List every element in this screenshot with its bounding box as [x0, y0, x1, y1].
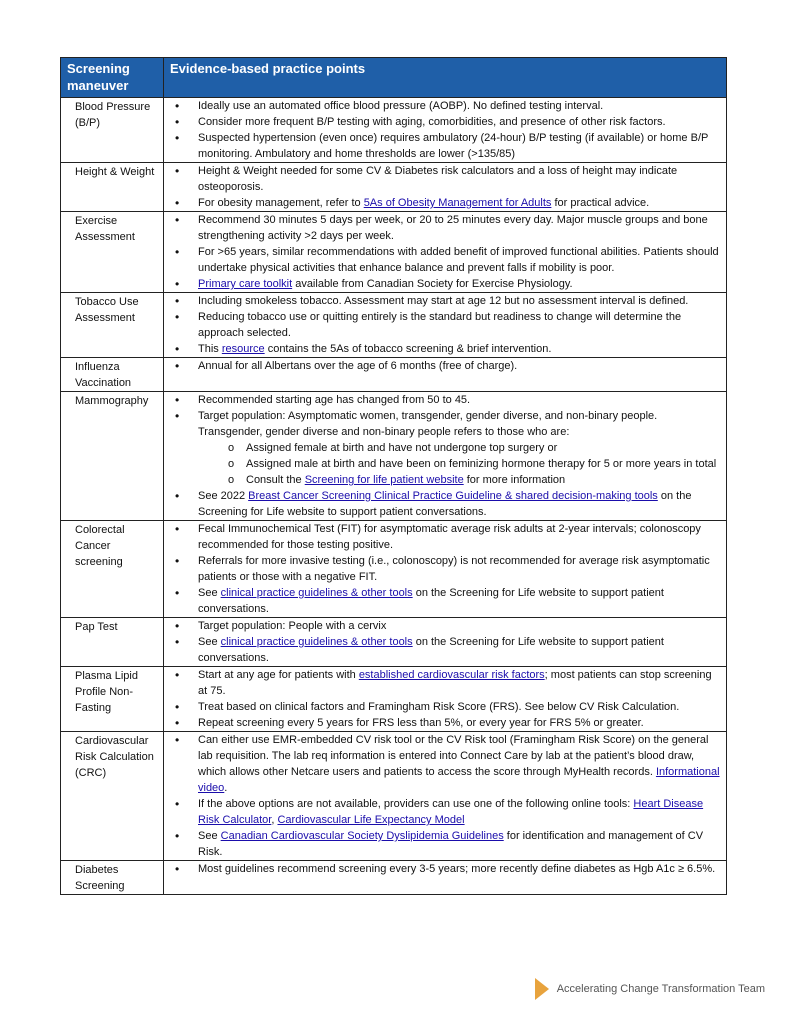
table-row: [61, 163, 727, 212]
list-item: • For >65 years, similar recommendations with added benefit of improved functional abilities. Patients should undertake physical activities that enhance balance and prevent falls if mobility is poor.: [172, 244, 720, 276]
screening-table: [60, 57, 727, 895]
colorectal-guidelines-link[interactable]: clinical practice guidelines & other tools: [220, 587, 413, 599]
screening-for-life-link[interactable]: Screening for life patient website: [304, 474, 464, 486]
list-item: • Annual for all Albertans over the age of 6 months (free of charge).: [172, 358, 720, 374]
list-item: • Referrals for more invasive testing (i.e., colonoscopy) is not recommended for average risk asymptomatic patients or those with a negative FIT.: [172, 553, 720, 585]
list-item: • Consider more frequent B/P testing with aging, comorbidities, and presence of other risk factors.: [172, 114, 720, 130]
list-item: • See 2022 Breast Cancer Screening Clinical Practice Guideline & shared decision-making tools on the Screening for Life website to support patient conversations.: [172, 488, 720, 520]
table-row: [61, 293, 727, 358]
row-label: Tobacco Use Assessment: [61, 293, 164, 358]
row-label: Blood Pressure (B/P): [61, 98, 164, 163]
list-item: • Reducing tobacco use or quitting entirely is the standard but readiness to change will determine the approach selected.: [172, 309, 720, 341]
sub-list-item: o Assigned female at birth and have not undergone top surgery or: [198, 440, 720, 456]
sub-list-item: o Consult the Screening for life patient website for more information: [198, 472, 720, 488]
row-label: Influenza Vaccination: [61, 358, 164, 392]
list-item: • Target population: Asymptomatic women, transgender, gender diverse, and non-binary people. Transgender, gender diverse and non-binary people refers to those who are: o Assigned female at birth and have not undergone top surgery or o Assigned male at birth and have been on feminizing hormone therapy for 5 or more years in total o Consult the Screening for life patient website for more information: [172, 408, 720, 488]
play-arrow-icon: [535, 978, 549, 1000]
footer-text: Accelerating Change Transformation Team: [556, 983, 765, 995]
row-label: Height & Weight: [61, 163, 164, 212]
list-item: • Recommend 30 minutes 5 days per week, or 20 to 25 minutes every day. Major muscle groups and bone strengthening activity >2 days per week.: [172, 212, 720, 244]
header-evidence-points: Evidence-based practice points: [164, 58, 727, 98]
header-screening-maneuver: Screening maneuver: [61, 58, 164, 98]
list-item: • Can either use EMR-embedded CV risk tool or the CV Risk tool (Framingham Risk Score) on the general lab requisition. The lab req information is entered into Connect Care by lab at the patient’s blood draw, which allows other Netcare users and patients to access the score through MyHealth records. Informational video.: [172, 732, 720, 796]
list-item: • See Canadian Cardiovascular Society Dyslipidemia Guidelines for identification and management of CV Risk.: [172, 828, 720, 860]
pap-guidelines-link[interactable]: clinical practice guidelines & other tools: [220, 636, 413, 648]
row-label: Pap Test: [61, 618, 164, 667]
row-label: Colorectal Cancer screening: [61, 521, 164, 618]
cv-life-expectancy-link[interactable]: Cardiovascular Life Expectancy Model: [277, 814, 465, 826]
table-row: [61, 98, 727, 163]
obesity-management-link[interactable]: 5As of Obesity Management for Adults: [363, 197, 552, 209]
row-label: Cardiovascular Risk Calculation (CRC): [61, 732, 164, 861]
sub-list-item: o Assigned male at birth and have been on feminizing hormone therapy for 5 or more years in total: [198, 456, 720, 472]
table-row: [61, 667, 727, 732]
list-item: • See clinical practice guidelines & other tools on the Screening for Life website to support patient conversations.: [172, 585, 720, 617]
list-item: • Repeat screening every 5 years for FRS less than 5%, or every year for FRS 5% or greater.: [172, 715, 720, 731]
table-row: [61, 392, 727, 521]
tobacco-resource-link[interactable]: resource: [221, 343, 265, 355]
table-row: [61, 521, 727, 618]
ccs-dyslipidemia-link[interactable]: Canadian Cardiovascular Society Dyslipidemia Guidelines: [220, 830, 504, 842]
table-row: [61, 212, 727, 293]
row-label: Diabetes Screening: [61, 861, 164, 895]
table-row: [61, 618, 727, 667]
list-item: • For obesity management, refer to 5As of Obesity Management for Adults for practical advice.: [172, 195, 720, 211]
row-label: Mammography: [61, 392, 164, 521]
list-item: • Ideally use an automated office blood pressure (AOBP). No defined testing interval.: [172, 98, 720, 114]
list-item: • Most guidelines recommend screening every 3-5 years; more recently define diabetes as Hgb A1c ≥ 6.5%.: [172, 861, 720, 877]
list-item: • Treat based on clinical factors and Framingham Risk Score (FRS). See below CV Risk Calculation.: [172, 699, 720, 715]
informational-video-link[interactable]: Informational video: [198, 766, 720, 794]
list-item: • Recommended starting age has changed from 50 to 45.: [172, 392, 720, 408]
breast-cancer-guideline-link[interactable]: Breast Cancer Screening Clinical Practice Guideline & shared decision-making tools: [248, 490, 658, 502]
table-row: [61, 861, 727, 895]
list-item: • This resource contains the 5As of tobacco screening & brief intervention.: [172, 341, 720, 357]
row-label: Exercise Assessment: [61, 212, 164, 293]
cv-risk-factors-link[interactable]: established cardiovascular risk factors: [358, 669, 545, 681]
footer: [535, 978, 765, 1000]
list-item: • Primary care toolkit available from Canadian Society for Exercise Physiology.: [172, 276, 720, 292]
list-item: • Suspected hypertension (even once) requires ambulatory (24-hour) B/P testing (if available) or home B/P monitoring. Ambulatory and home thresholds are lower (>135/85): [172, 130, 720, 162]
list-item: • If the above options are not available, providers can use one of the following online tools: Heart Disease Risk Calculator, Cardiovascular Life Expectancy Model: [172, 796, 720, 828]
list-item: • Target population: People with a cervix: [172, 618, 720, 634]
list-item: • Start at any age for patients with established cardiovascular risk factors; most patients can stop screening at 75.: [172, 667, 720, 699]
heart-disease-calculator-link[interactable]: Heart Disease Risk Calculator: [198, 798, 704, 826]
list-item: • See clinical practice guidelines & other tools on the Screening for Life website to support patient conversations.: [172, 634, 720, 666]
list-item: • Height & Weight needed for some CV & Diabetes risk calculators and a loss of height may indicate osteoporosis.: [172, 163, 720, 195]
table-row: [61, 358, 727, 392]
list-item: • Fecal Immunochemical Test (FIT) for asymptomatic average risk adults at 2-year intervals; colonoscopy recommended for those testing positive.: [172, 521, 720, 553]
table-row: [61, 732, 727, 861]
list-item: • Including smokeless tobacco. Assessment may start at age 12 but no assessment interval is defined.: [172, 293, 720, 309]
primary-care-toolkit-link[interactable]: Primary care toolkit: [198, 278, 293, 290]
row-label: Plasma Lipid Profile Non-Fasting: [61, 667, 164, 732]
